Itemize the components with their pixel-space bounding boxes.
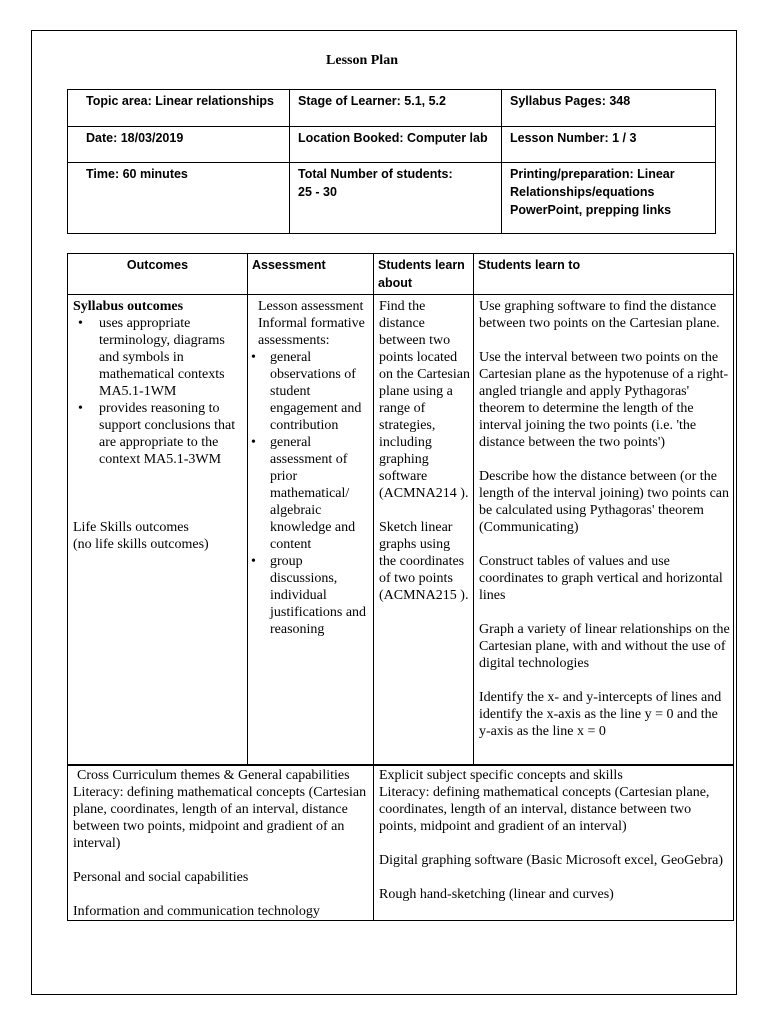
topic-area: Topic area: Linear relationships	[68, 90, 290, 127]
learn-to-paragraph: Identify the x- and y-intercepts of lines and identify the x-axis as the line y = 0 and the y-axis as the line x = 0	[479, 690, 722, 739]
learn-about-cell	[374, 295, 474, 765]
syllabus-outcomes-list	[73, 315, 244, 468]
lesson-content-table	[67, 253, 734, 921]
assessment-intro: Lesson assessment Informal formative assessments:	[258, 299, 365, 348]
learn-to-cell	[474, 295, 734, 765]
info-row	[68, 127, 716, 163]
header-row	[68, 254, 734, 295]
explicit-concepts-cell	[374, 765, 734, 921]
learn-to-paragraph: Construct tables of values and use coordinates to graph vertical and horizontal lines	[479, 554, 723, 603]
learn-to-paragraph: Describe how the distance between (or the length of the interval joining) two points can be calculated using Pythagoras' theorem (Communicating)	[479, 469, 730, 535]
learn-about-header: Students learn about	[374, 254, 474, 295]
location-booked: Location Booked: Computer lab	[290, 127, 502, 163]
lesson-time: Time: 60 minutes	[68, 163, 290, 234]
lesson-info-table	[67, 89, 716, 234]
total-students-value: 25 - 30	[298, 185, 337, 199]
printing-preparation: Printing/preparation: Linear Relationships/equations PowerPoint, prepping links	[502, 163, 716, 234]
info-row	[68, 163, 716, 234]
learn-about-paragraph: Find the distance between two points located on the Cartesian plane using a range of strategies, including graphing software (ACMNA214 ).	[379, 299, 470, 501]
assessment-item: • group discussions, individual justifications and reasoning	[250, 553, 370, 638]
syllabus-outcomes-heading: Syllabus outcomes	[73, 299, 184, 314]
assessment-item: • general observations of student engagement and contribution	[250, 349, 370, 434]
cross-curriculum-heading: Cross Curriculum themes & General capabilities	[77, 767, 350, 783]
learn-about-paragraph: Sketch linear graphs using the coordinates of two points (ACMNA215 ).	[379, 520, 469, 603]
cross-curriculum-literacy: Literacy: defining mathematical concepts (Cartesian plane, coordinates, length of an interval, distance between two points, midpoint and gradient of an interval)	[73, 784, 367, 851]
syllabus-pages: Syllabus Pages: 348	[502, 90, 716, 127]
learn-to-paragraph: Use graphing software to find the distance between two points on the Cartesian plane.	[479, 299, 720, 331]
life-skills-text: (no life skills outcomes)	[73, 537, 209, 552]
capabilities-row	[68, 765, 734, 921]
personal-social-capabilities: Personal and social capabilities	[73, 869, 249, 885]
explicit-concepts-heading: Explicit subject specific concepts and skills	[379, 767, 623, 783]
life-skills-heading: Life Skills outcomes	[73, 520, 189, 535]
assessment-item: • general assessment of prior mathematical/ algebraic knowledge and content	[250, 434, 370, 553]
assessment-list	[250, 349, 370, 638]
outcome-item: • uses appropriate terminology, diagrams and symbols in mathematical contexts MA5.1-1WM	[73, 315, 244, 400]
total-students	[290, 163, 502, 234]
assessment-cell	[248, 295, 374, 765]
lesson-date: Date: 18/03/2019	[68, 127, 290, 163]
stage-of-learner: Stage of Learner: 5.1, 5.2	[290, 90, 502, 127]
outcome-item: • provides reasoning to support conclusions that are appropriate to the context MA5.1-3WM	[73, 400, 244, 468]
content-row	[68, 295, 734, 765]
lesson-number: Lesson Number: 1 / 3	[502, 127, 716, 163]
learn-to-header: Students learn to	[474, 254, 734, 295]
digital-graphing-software: Digital graphing software (Basic Microsoft excel, GeoGebra)	[379, 852, 724, 868]
total-students-label: Total Number of students:	[298, 167, 453, 181]
outcomes-cell	[68, 295, 248, 765]
document-title: Lesson Plan	[326, 53, 398, 68]
explicit-literacy: Literacy: defining mathematical concepts (Cartesian plane, coordinates, length of an interval, distance between two points, midpoint and gradient of an interval)	[379, 784, 710, 834]
hand-sketching: Rough hand-sketching (linear and curves)	[379, 886, 614, 902]
outcomes-header: Outcomes	[68, 254, 248, 295]
assessment-header: Assessment	[248, 254, 374, 295]
learn-to-paragraph: Graph a variety of linear relationships on the Cartesian plane, with and without the use of digital technologies	[479, 622, 730, 671]
ict-capability: Information and communication technology	[73, 903, 320, 919]
info-row	[68, 90, 716, 127]
cross-curriculum-cell	[68, 765, 374, 921]
learn-to-paragraph: Use the interval between two points on the Cartesian plane as the hypotenuse of a right-angled triangle and apply Pythagoras' theorem to determine the length of the interval joining the two points (i.e. 'the distance between the two points')	[479, 350, 729, 450]
